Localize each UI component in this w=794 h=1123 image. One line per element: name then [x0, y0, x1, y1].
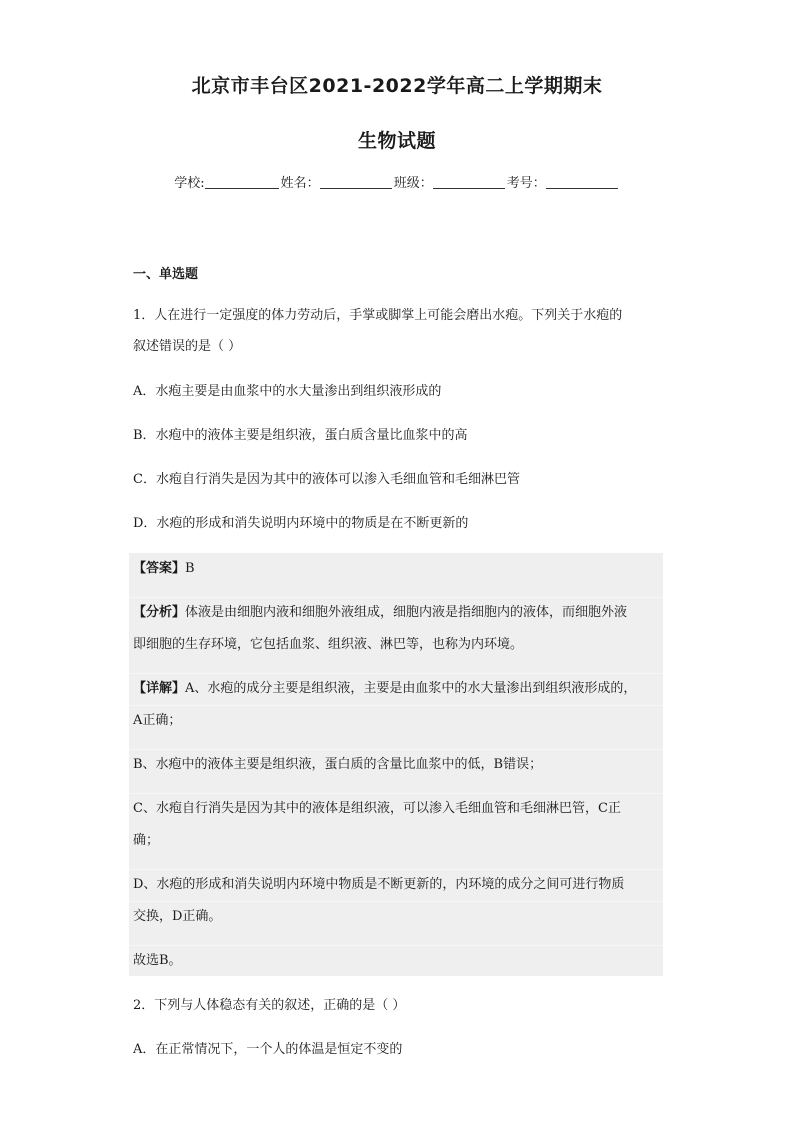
detail-line-7: 交换，D正确。: [133, 909, 222, 924]
answer-value: B: [185, 561, 195, 576]
q1-option-a: A．水疱主要是由血浆中的水大量渗出到组织液形成的: [133, 384, 442, 399]
class-blank[interactable]: [433, 174, 505, 189]
detail-label: 【详解】: [133, 681, 186, 696]
detail-text-1: A、水疱的成分主要是组织液，主要是由血浆中的水大量渗出到组织液形成的，: [185, 681, 637, 696]
detail-line-5: 确；: [133, 833, 160, 848]
analysis-label: 【分析】: [133, 605, 186, 620]
answer-line: [133, 560, 195, 578]
answer-label: 【答案】: [133, 561, 186, 576]
number-blank[interactable]: [546, 174, 618, 189]
detail-line-6: D、水疱的形成和消失说明内环境中物质是不断更新的，内环境的成分之间可进行物质: [133, 877, 625, 892]
detail-line-1: [133, 680, 636, 698]
page-subtitle: 生物试题: [357, 130, 436, 152]
q2-stem: 2．下列与人体稳态有关的叙述，正确的是（ ）: [133, 998, 406, 1013]
school-label: 学校:: [174, 176, 205, 191]
student-info-fields: [0, 172, 794, 191]
detail-line-4: C、水疱自行消失是因为其中的液体是组织液，可以渗入毛细血管和毛细淋巴管，C正: [133, 801, 621, 816]
analysis-line-1: [133, 604, 627, 622]
number-label: 考号：: [506, 176, 546, 191]
q2-option-a: A．在正常情况下，一个人的体温是恒定不变的: [133, 1042, 403, 1057]
q1-option-d: D．水疱的形成和消失说明内环境中的物质是在不断更新的: [133, 516, 469, 531]
class-label: 班级：: [393, 176, 433, 191]
q1-option-b: B．水疱中的液体主要是组织液，蛋白质含量比血浆中的高: [133, 428, 468, 443]
analysis-text-1: 体液是由细胞内液和细胞外液组成，细胞内液是指细胞内的液体，而细胞外液: [185, 605, 628, 620]
analysis-line-2: 即细胞的生存环境，它包括血浆、组织液、淋巴等，也称为内环境。: [133, 637, 524, 652]
detail-line-2: A正确；: [133, 713, 182, 728]
section-heading: 一、单选题: [133, 267, 199, 282]
name-blank[interactable]: [320, 174, 392, 189]
q1-stem-line-1: 1．人在进行一定强度的体力劳动后，手掌或脚掌上可能会磨出水疱。下列关于水疱的: [133, 308, 623, 323]
q1-option-c: C．水疱自行消失是因为其中的液体可以渗入毛细血管和毛细淋巴管: [133, 472, 520, 487]
school-blank[interactable]: [205, 174, 279, 189]
q1-stem-line-2: 叙述错误的是（ ）: [133, 339, 242, 354]
detail-line-3: B、水疱中的液体主要是组织液，蛋白质的含量比血浆中的低，B错误；: [133, 757, 543, 772]
conclusion-line: 故选B。: [133, 953, 182, 968]
name-label: 姓名：: [280, 176, 320, 191]
page-title: 北京市丰台区2021-2022学年高二上学期期末: [191, 75, 603, 97]
